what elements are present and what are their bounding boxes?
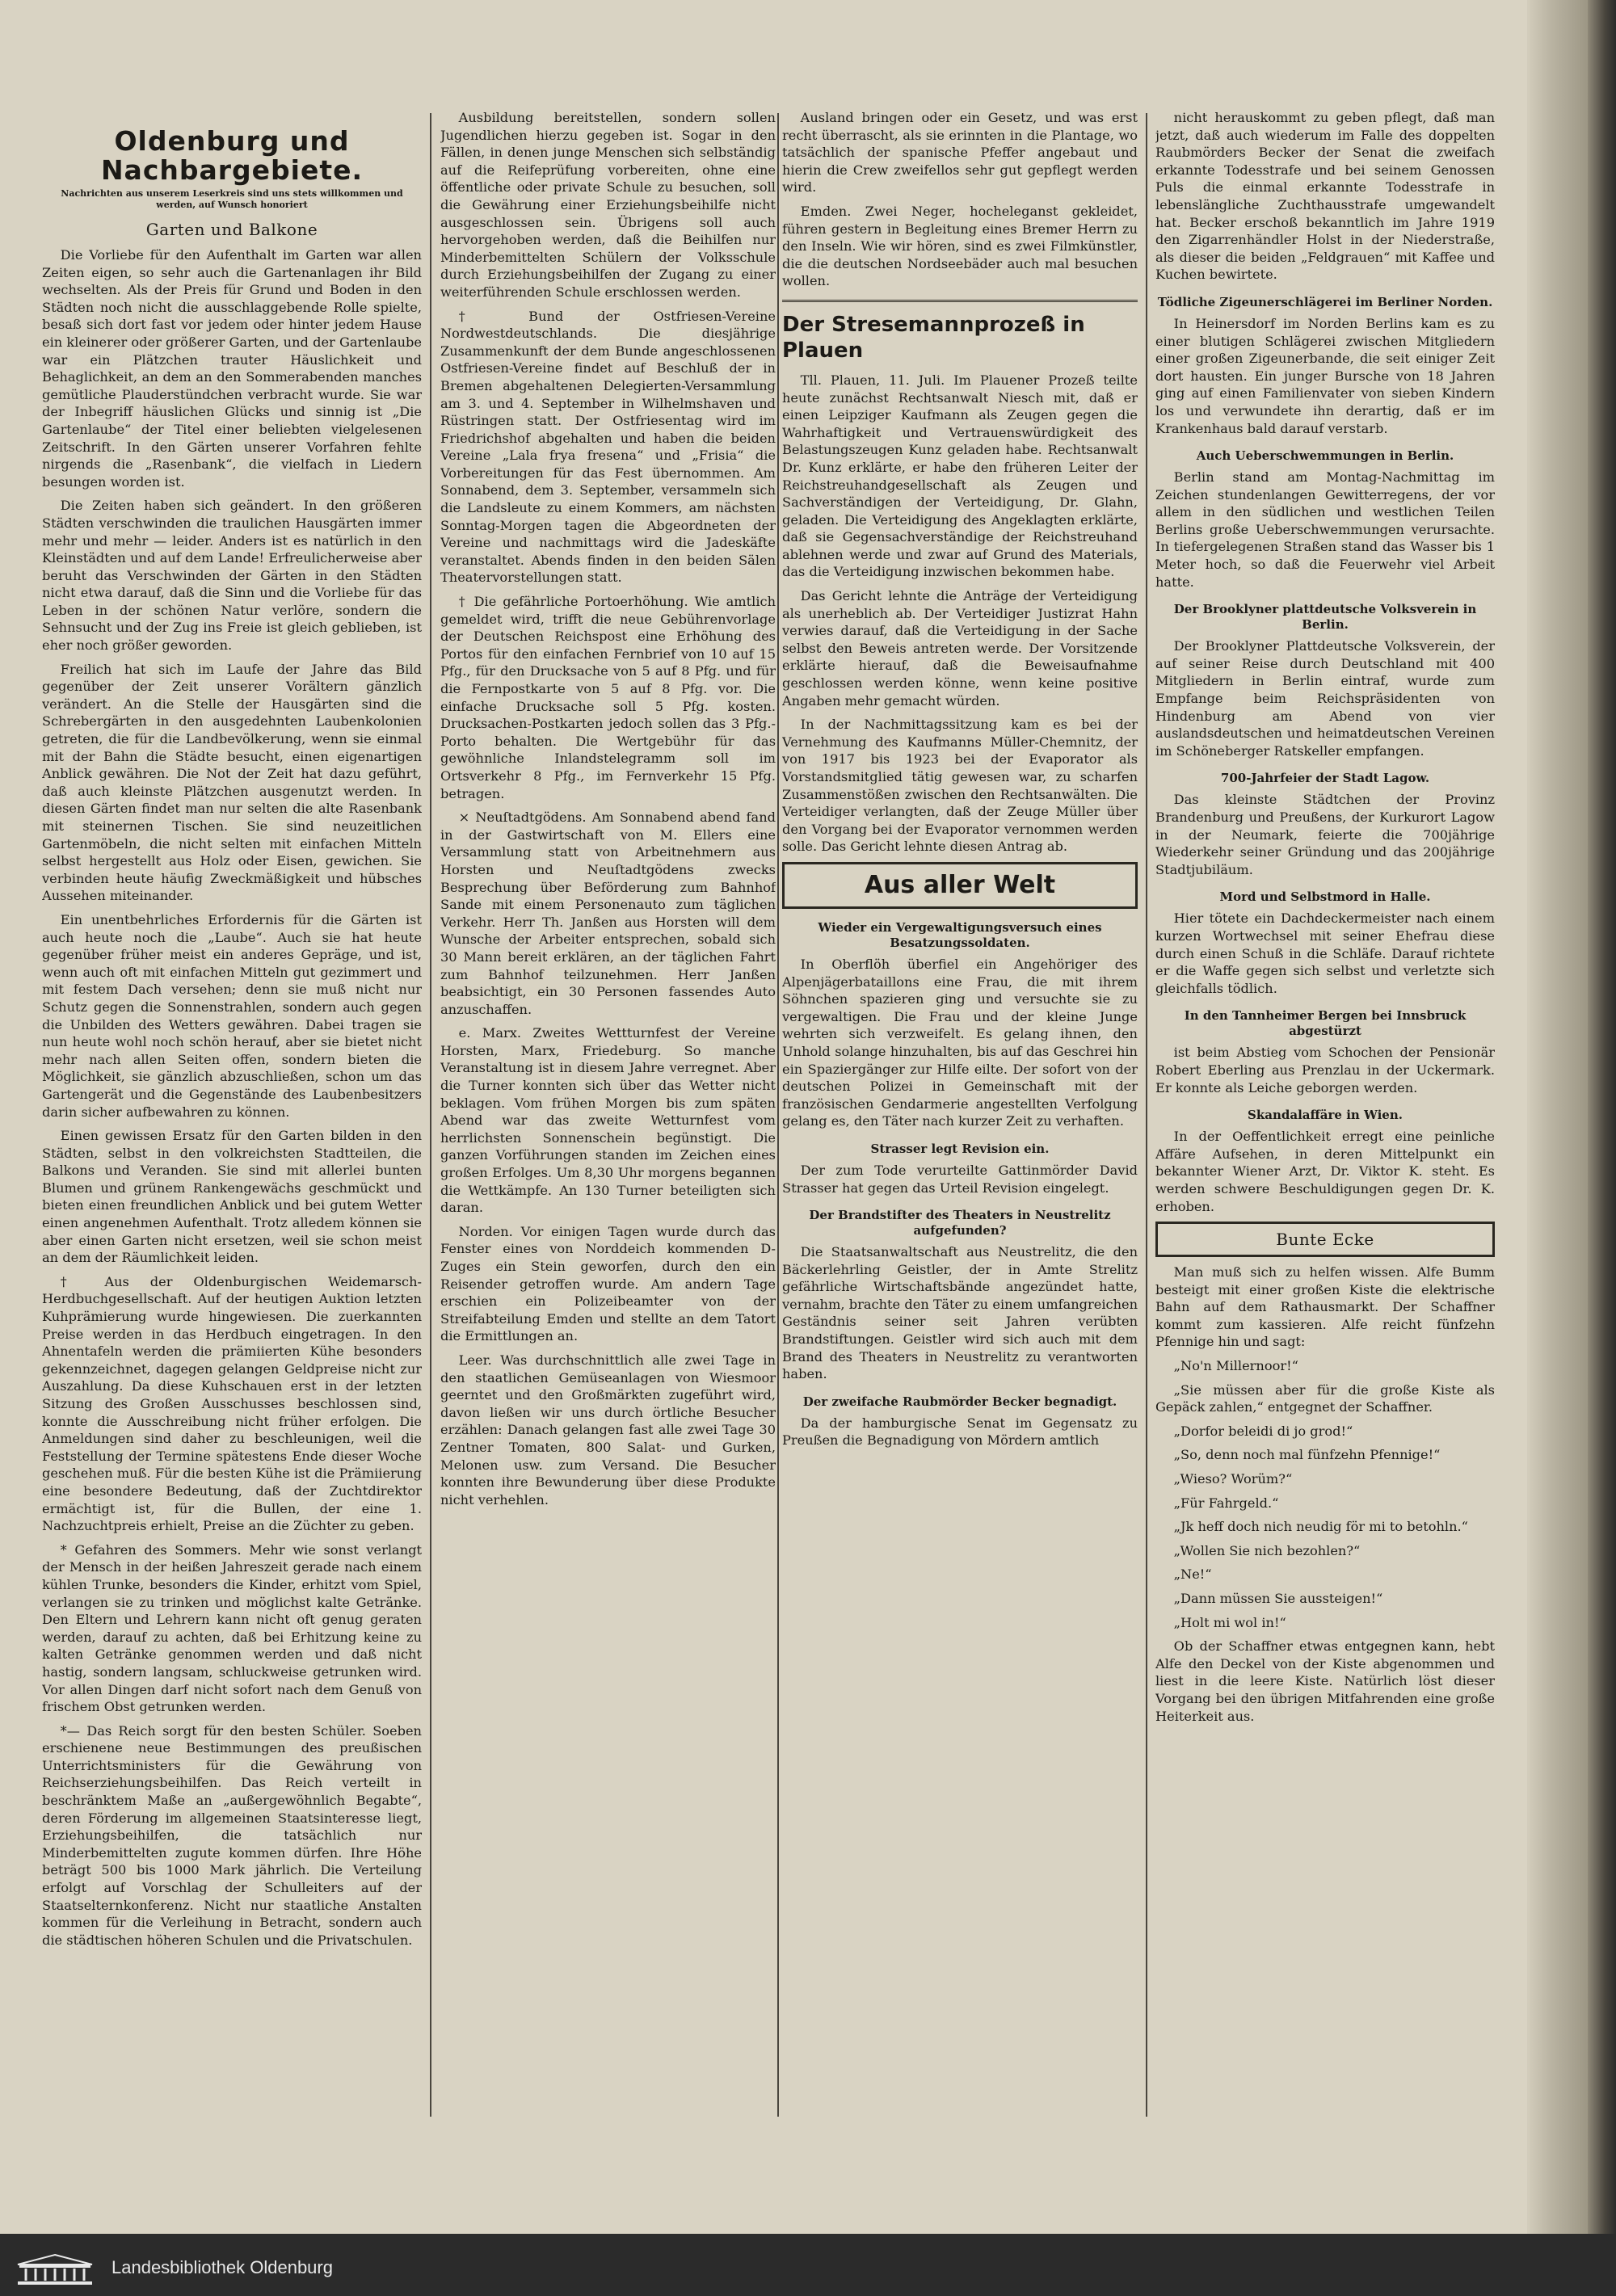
dialog-line: „Holt mi wol in!“ bbox=[1173, 1614, 1286, 1630]
dialog-line: „Wieso? Worüm?“ bbox=[1173, 1471, 1293, 1487]
dialog-line: „Dann müssen Sie aussteigen!“ bbox=[1173, 1591, 1383, 1606]
article-heading: 700-Jahrfeier der Stadt Lagow. bbox=[1220, 771, 1430, 786]
paragraph: Da der hamburgische Senat im Gegensatz zu Preußen die Begnadigung von Mördern amtlich bbox=[782, 1415, 1138, 1449]
dialog-line: „Für Fahrgeld.“ bbox=[1173, 1495, 1279, 1511]
paragraph: * Gefahren des Sommers. Mehr wie sonst verlangt der Mensch in der heißen Jahreszeit gerade nach einem kühlen Trunke, besonders die Kinder, erhitzt vom Spiel, verlangen sie zu trinken und möglichst kalte Getränke. Den Eltern und Lehrern kann nicht oft genug geraten werden, darauf zu achten, daß bei Erhitzung keine zu kalten Getränke genommen werden und daß nicht hastig, sondern langsam, schluckweise getrunken wird. Vor allen Dingen darf nicht sofort nach dem Genuß von frischem Obst getrunken werden. bbox=[42, 1541, 422, 1715]
page-edge-shading bbox=[1527, 0, 1588, 2234]
column-2 bbox=[440, 109, 776, 2145]
paragraph: Das Gericht lehnte die Anträge der Verteidigung als unerheblich ab. Der Verteidiger Justizrat Hahn verwies darauf, daß die Verteidigung in der Sache selbst den Beweis antreten werde. Der Vorsitzende erklärte hierauf, daß die Beweisaufnahme geschlossen werden könne, wenn keine positive Angaben mehr gemacht würden. bbox=[782, 588, 1138, 709]
paragraph: Hier tötete ein Dachdeckermeister nach einem kurzen Wortwechsel mit seiner Ehefrau diese durch einen Schuß in die Schläfe. Darauf richtete er die Waffe gegen sich selbst und verletzte sich gleichfalls tödlich. bbox=[1155, 910, 1495, 996]
paragraph: Emden. Zwei Neger, hocheleganst gekleidet, führen gestern in Begleitung eines Bremer Herrn zu den Inseln. Wie wir hören, sind es zwei Filmkünstler, die die deutschen Nordseebäder auch mal besuchen wollen. bbox=[782, 203, 1138, 289]
paragraph: Das kleinste Städtchen der Provinz Brandenburg und Preußens, der Kurkurort Lagow in der Neumark, feierte die 700jährige Wiederkehr seiner Gründung und das 200jährige Stadtjubiläum. bbox=[1155, 792, 1495, 877]
section-heading-aus-aller-welt: Aus aller Welt bbox=[864, 870, 1056, 899]
article-heading: Der Brandstifter des Theaters in Neustrelitz aufgefunden? bbox=[809, 1208, 1111, 1238]
paragraph: Norden. Vor einigen Tagen wurde durch das Fenster eines von Norddeich kommenden D-Zuges ein Stein geworfen, durch den ein Reisender getroffen wurde. Am andern Tage erschien ein Polizeibeamter von der Streifabteilung Emden und stellte an dem Tatort die Ermittlungen an. bbox=[440, 1223, 776, 1344]
paragraph: In der Nachmittagssitzung kam es bei der Vernehmung des Kaufmanns Müller-Chemnitz, der von 1917 bis 1923 bei der Evaporator als Vorstandsmitglied tätig gewesen war, zu scharfen Zusammenstößen zwischen den Rechtsanwälten. Die Verteidiger verlangten, daß der Zeuge Müller über den Vorgang bei der Evaporator vernommen werden solle. Das Gericht lehnte diesen Antrag ab. bbox=[782, 717, 1138, 855]
library-building-icon bbox=[15, 2253, 95, 2285]
dialog-line: „Jk heff doch nich neudig för mi to betohln.“ bbox=[1173, 1519, 1468, 1535]
article-heading: Skandalaffäre in Wien. bbox=[1248, 1108, 1403, 1123]
column-divider bbox=[1146, 113, 1147, 2117]
paragraph: † Aus der Oldenburgischen Weidemarsch-Herdbuchgesellschaft. Auf der heutigen Auktion letzten Kuhprämierung wurde hingewiesen. Die zuerkannten Preise werden in das Herdbuch eingetragen. In den Ahnentafeln werden die prämiierten Kühe besonders gekennzeichnet, dagegen gelangen Geldpreise nicht zur Auszahlung. Da diese Kuhschauen erst in der letzten Sitzung des Großen Ausschusses beschlossen sind, konnte die Ausschreibung nicht früher erfolgen. Die Anmeldungen sind daher zu beschleunigen, weil die Feststellung der Termine spätestens Ende dieser Woche geschehen muß. Für die besten Kühe ist die Prämiierung eine besondere Bedeutung, daß der Zuchtdirektor ermächtigt ist, für die Bullen, der eine 1. Nachzuchtpreis erhielt, Preise an die Züchter zu geben. bbox=[42, 1273, 422, 1534]
paragraph: Man muß sich zu helfen wissen. Alfe Bumm besteigt mit einer großen Kiste die elektrische Bahn auf dem Rathausmarkt. Der Schaffner kommt zum kassieren. Alfe reicht fünfzehn Pfennige hin und sagt: bbox=[1155, 1264, 1495, 1350]
paragraph: Freilich hat sich im Laufe der Jahre das Bild gegenüber der Zeit unserer Vorältern gänzlich verändert. An die Stelle der Hausgärten sind die Schrebergärten in den ausgedehnten Laubenkolonien getreten, die für die Landbevölkerung, wenn sie einmal mit der Bahn die Städte besucht, einen eigenartigen Anblick gewähren. Die Not der Zeit hat dazu geführt, daß auch kleinste Plätzchen ausgenutzt werden. In diesen Gärten findet man nur selten die alte Rasenbank mit steinernen Tischen. Sie sind neuzeitlichen Gartenmöbeln, die nicht selten mit einfachen Mitteln selbst hergestellt aus Holz oder Eisen, gewichen. Sie verbinden heute häufig Zweckmäßigkeit und hübsches Aussehen miteinander. bbox=[42, 661, 422, 904]
dialog-line: „Dorfor beleidi di jo grod!“ bbox=[1173, 1423, 1353, 1439]
paragraph: e. Marx. Zweites Wettturnfest der Vereine Horsten, Marx, Friedeburg. So manche Veranstaltung ist in diesem Jahre verregnet. Aber die Turner konnten sich über das Wetter nicht beklagen. Vom frühen Morgen bis zum späten Abend war das zweite Wetturnfest vom herrlichsten Sonnenschein begünstigt. Die ganzen Vorführungen standen im Zeichen eines großen Erfolges. Um 8,30 Uhr morgens begannen die Wettkämpfe. An 130 Turner beteiligten sich daran. bbox=[440, 1025, 776, 1216]
paragraph: Tll. Plauen, 11. Juli. Im Plauener Prozeß teilte heute zunächst Rechtsanwalt Niesch mit, daß er einen Leipziger Kaufmann als Zeugen gegen die Wahrhaftigkeit und Vertrauenswürdigkeit des Belastungszeugen Kunz geladen habe. Rechtsanwalt Dr. Kunz erklärte, er habe den früheren Leiter der Reichstreuhandgesellschaft als Zeugen und Sachverständigen der Verteidigung, Dr. Glahn, geladen. Die Verteidigung des Angeklagten erklärte, daß sie Gegensachverständige der Reichstreuhand ablehnen werde und zwar auf Grund des Materials, das die Verteidigung inzwischen bekommen habe. bbox=[782, 372, 1138, 580]
article-heading: Der Brooklyner plattdeutsche Volksverein in Berlin. bbox=[1173, 602, 1477, 633]
article-heading: Auch Ueberschwemmungen in Berlin. bbox=[1196, 448, 1454, 464]
paragraph: In Heinersdorf im Norden Berlins kam es zu einer blutigen Schlägerei zwischen Mitgliedern einer großen Zigeunerbande, die seit einiger Zeit dort hausten. Ein junger Bursche von 18 Jahren ging auf einen Familienvater von sieben Kindern los und verwundete ihn derartig, daß er im Krankenhaus bald darauf verstarb. bbox=[1155, 315, 1495, 436]
paragraph: Leer. Was durchschnittlich alle zwei Tage in den staatlichen Gemüseanlagen von Wiesmoor geerntet und den Großmärkten zugeführt wird, davon ließen wir uns durch örtliche Besucher erzählen: Danach gelangen fast alle zwei Tage 30 Zentner Tomaten, 800 Salat- und Gurken, Melonen usw. zum Versand. Die Besucher konnten ihre Bewunderung über diese Produkte nicht verhehlen. bbox=[440, 1352, 776, 1508]
article-heading-garden: Garten und Balkone bbox=[145, 220, 318, 239]
dialog-line: „Ne!“ bbox=[1173, 1566, 1212, 1583]
paragraph: Der Brooklyner Plattdeutsche Volksverein, der auf seiner Reise durch Deutschland mit 400 Mitgliedern in Berlin eintraf, wurde zum Empfange beim Reichspräsidenten von Hindenburg am Abend von vier auslandsdeutschen und heimatdeutschen Vereinen im Schöneberger Ratskeller empfangen. bbox=[1155, 638, 1495, 759]
article-heading-stresemann: Der Stresemannprozeß in Plauen bbox=[782, 312, 1085, 363]
paragraph: Ein unentbehrliches Erfordernis für die Gärten ist auch heute noch die „Laube“. Auch sie hat heute gegenüber früher meist ein anderes Gepräge, und ist, wenn auch oft mit einfachen Mitteln gut gezimmert und mit festem Dach versehen; denn sie muß nicht nur Schutz gegen die Sonnenstrahlen, sondern auch gegen die Unbilden des Wetters gewähren. Dabei tragen sie nun heute wohl noch schön herauf, aber sie bietet nicht mehr nach allen Seiten offen, sondern bieten die Möglichkeit, sie gänzlich abzuschließen, schon um das Gartengerät und die Gegenstände des Laubenbesitzers darin sicher aufbewahren zu können. bbox=[42, 911, 422, 1120]
library-name: Landesbibliothek Oldenburg bbox=[112, 2257, 333, 2277]
dialog-line: „Wollen Sie nich bezohlen?“ bbox=[1173, 1542, 1361, 1558]
column-3 bbox=[782, 109, 1138, 2145]
paragraph: In der Oeffentlichkeit erregt eine peinliche Affäre Aufsehen, in deren Mittelpunkt ein bekannter Wiener Arzt, Dr. Viktor K. steht. Es werden schwere Beschuldigungen gegen Dr. K. erhoben. bbox=[1155, 1129, 1495, 1214]
paragraph: × Neuſtadtgödens. Am Sonnabend abend fand in der Gastwirtschaft von M. Ellers eine Versammlung statt von Arbeitnehmern aus Horsten und Neuſtadtgödens zwecks Besprechung über Beförderung zum Bahnhof Sande mit einem Personenauto zum täglichen Verkehr. Herr Th. Janßen aus Horsten will dem Wunsche der Arbeiter entsprechen, sobald sich 30 Mann bereit erklären, an der täglichen Fahrt zum Bahnhof teilzunehmen. Herr Janßen beabsichtigt, ein 30 Personen fassendes Auto anzuschaffen. bbox=[440, 809, 776, 1017]
column-1 bbox=[42, 109, 422, 2145]
paragraph: *— Das Reich sorgt für den besten Schüler. Soeben erschienene neue Bestimmungen des preußischen Unterrichtsministers für die Gewährung von Reichserziehungsbeihilfen. Das Reich verteilt in beschränktem Maße an „außergewöhnlich Begabte“, deren Förderung im allgemeinen Staatsinteresse liegt, Erziehungsbeihilfen, die tatsächlich nur Minderbemittelten zugute kommen dürfen. Ihre Höhe beträgt 500 bis 1000 Mark jährlich. Die Verteilung erfolgt auf Vorschlag der Schulleiters auf der Staatselternkonferenz. Nicht nur staatliche Anstalten kommen für die Verleihung in Betracht, sondern auch die städtischen höheren Schulen und die Privatschulen. bbox=[42, 1722, 422, 1948]
paragraph: Ob der Schaffner etwas entgegnen kann, hebt Alfe den Deckel von der Kiste abgenommen und liest in die leere Kiste. Natürlich löst dieser Vorgang bei den übrigen Mitfahrenden eine große Heiterkeit aus. bbox=[1155, 1638, 1495, 1724]
column-4 bbox=[1155, 109, 1495, 2145]
paragraph: Ausbildung bereitstellen, sondern sollen Jugendlichen hierzu gegeben ist. Sogar in den Fällen, in denen junge Menschen sich selbständig auf die Reifeprüfung vorbereiten, ohne eine öffentliche oder private Schule zu besuchen, soll die Gewährung einer Erziehungsbeihilfe nicht ausgeschlossen sein. Übrigens soll auch hervorgehoben werden, daß die Beihilfen nur Minderbemittelten Schülern der Volksschule durch Erziehungsbeihilfen der Zugang zu einer weiterführenden Schule erschlossen werden. bbox=[440, 110, 776, 300]
article-heading: Der zweifache Raubmörder Becker begnadigt. bbox=[802, 1394, 1117, 1409]
column-divider bbox=[430, 113, 431, 2117]
article-heading: In den Tannheimer Bergen bei Innsbruck abgestürzt bbox=[1184, 1008, 1467, 1039]
paragraph: Die Zeiten haben sich geändert. In den größeren Städten verschwinden die traulichen Hausgärten immer mehr und mehr — leider. Anders ist es natürlich in den Kleinstädten und auf dem Lande! Erfreulicherweise aber beruht das Verschwinden der Gärten in den Städten nicht etwa darauf, daß die Sinn und die Vorliebe für das Leben in der schönen Natur verlöre, sondern die Sehnsucht und der Zug ins Freie ist gleich geblieben, ist eher noch größer geworden. bbox=[42, 498, 422, 654]
book-spine bbox=[1588, 0, 1616, 2234]
paragraph: In Oberflöh überfiel ein Angehöriger des Alpenjägerbataillons eine Frau, die mit ihrem Söhnchen spazieren ging und versuchte sie zu vergewaltigen. Die Frau und der kleine Junge wehrten sich verzweifelt. Es gelang ihnen, den Unhold solange hinzuhalten, bis auf das Geschrei hin ein Spaziergänger zur Hilfe eilte. Der sofort von der deutschen Polizei in Gemeinschaft mit der französischen Gendarmerie angestellten Verfolgung gelang es, den Täter nach kurzer Zeit zu verhaften. bbox=[782, 956, 1138, 1129]
article-heading: Mord und Selbstmord in Halle. bbox=[1219, 889, 1431, 905]
paragraph: Ausland bringen oder ein Gesetz, und was erst recht überrascht, als sie erinnten in die Plantage, wo tatsächlich der spanische Pfeffer angebaut und hierin die Crew zweifellos sehr gut gepflegt werden wird. bbox=[782, 110, 1138, 196]
paragraph: Der zum Tode verurteilte Gattinmörder David Strasser hat gegen das Urteil Revision eingelegt. bbox=[782, 1162, 1138, 1196]
paragraph: Berlin stand am Montag-Nachmittag im Zeichen stundenlangen Gewitterregens, der vor allem in den südlichen und westlichen Teilen Berlins große Ueberschwemmungen verursachte. In tiefergelegenen Straßen stand das Wasser bis 1 Meter hoch, so daß die Feuerwehr viel Arbeit hatte. bbox=[1155, 469, 1495, 590]
paragraph: † Bund der Ostfriesen-Vereine Nordwestdeutschlands. Die diesjährige Zusammenkunft der dem Bunde angeschlossenen Ostfriesen-Vereine findet auf Beschluß der in Bremen abgehaltenen Delegierten-Versammlung am 3. und 4. September in Wilhelmshaven und Rüstringen statt. Der Ostfriesentag wird im Friedrichshof abgehalten und haben die beiden Vereine „Lala frya fresena“ und „Frisia“ die Vorbereitungen für das Fest übernommen. Am Sonnabend, dem 3. September, versammeln sich die Landsleute zu einem Kommers, am nächsten Sonntag-Morgen tagen die Abgeordneten der Vereine und nachmittags wird die Jadeskäfte veranstaltet. Abends finden in den beiden Sälen Theatervorstellungen statt. bbox=[440, 308, 776, 586]
paragraph: † Die gefährliche Portoerhöhung. Wie amtlich gemeldet wird, trifft die neue Gebührenvorlage der Deutschen Reichspost eine Erhöhung des Portos für den einfachen Fernbrief von 10 auf 15 Pfg., für den Drucksache von 5 auf 8 Pfg. und für die Fernpostkarte von 5 auf 8 Pfg. vor. Die einfache Drucksache soll 5 Pfg. kosten. Drucksachen-Postkarten jedoch sollen das 3 Pfg.-Porto behalten. Die Wertgebühr für das gewöhnliche Inlandstelegramm soll im Ortsverkehr 8 Pfg., im Fernverkehr 15 Pfg. betragen. bbox=[440, 594, 776, 801]
dialog-line: „Sie müssen aber für die große Kiste als Gepäck zahlen,“ entgegnet der Schaffner. bbox=[1155, 1381, 1495, 1415]
masthead-subline: Nachrichten aus unserem Leserkreis sind uns stets willkommen und werden, auf Wunsch honoriert bbox=[61, 188, 403, 210]
paragraph: Die Vorliebe für den Aufenthalt im Garten war allen Zeiten eigen, so sehr auch die Gartenanlagen ihr Bild wechselten. Als der Preis für Grund und Boden in den Städten noch nicht die ausschlaggebende Rolle spielte, besaß sich dort fast vor jedem oder hinter jedem Hause ein kleinerer oder größerer Garten, und der Gartenlaube war ein Plätzchen trauter Häuslichkeit und Behaglichkeit, an dem an den Sommerabenden manches gemütliche Plauderstündchen verbracht wurde. Sie war der Inbegriff häuslichen Glücks und sinnig ist „Die Gartenlaube“ der Titel einer beliebten vielgelesenen Zeitschrift. In den Gärten unserer Vorfahren fehlte nirgends die „Rasenbank“, die vielfach in Liedern besungen worden ist. bbox=[42, 247, 422, 490]
article-heading: Strasser legt Revision ein. bbox=[870, 1141, 1050, 1156]
section-box bbox=[782, 862, 1138, 909]
section-box bbox=[1155, 1222, 1495, 1257]
section-masthead: Oldenburg und Nachbargebiete. bbox=[100, 125, 364, 186]
paragraph: Die Staatsanwaltschaft aus Neustrelitz, die den Bäckerlehrling Geistler, der in Amte Strelitz gefährliche Wirtschaftsbände angezündet hatte, vernahm, brachte den Täter zu einem umfangreichen Geständnis seiner seit Jahren verübten Brandstiftungen. Geistler wird sich auch mit dem Brand des Theaters in Neustrelitz zu verantworten haben. bbox=[782, 1244, 1138, 1382]
paragraph: Einen gewissen Ersatz für den Garten bilden in den Städten, selbst in den volkreichsten Stadtteilen, die Balkons und Veranden. Sie sind mit allerlei bunten Blumen und grünem Rankengewächs geschmückt und bieten einen freundlichen Anblick und bei gutem Wetter einen angenehmen Aufenthalt. Trotz alledem können sie aber einen Garten nicht ersetzen, weil sie schon meist an dem der Räumlichkeit leiden. bbox=[42, 1128, 422, 1266]
paragraph: ist beim Abstieg vom Schochen der Pensionär Robert Eberling aus Prenzlau in der Uckermark. Er konnte als Leiche geborgen werden. bbox=[1155, 1045, 1495, 1095]
footer-bar bbox=[0, 2242, 1616, 2296]
dialog-line: „So, denn noch mal fünfzehn Pfennige!“ bbox=[1173, 1447, 1441, 1463]
column-divider bbox=[777, 113, 779, 2117]
section-heading-bunte-ecke: Bunte Ecke bbox=[1276, 1230, 1374, 1250]
section-rule bbox=[782, 300, 1138, 302]
paragraph: nicht herauskommt zu geben pflegt, daß man jetzt, daß auch wiederum im Falle des doppelten Raubmörders Becker der Senat die zweifach erkannte Todesstrafe und bei seinem Genossen Puls die einmal erkannte Todesstrafe in lebenslängliche Zuchthausstrafe umgewandelt hat. Becker erschoß bekanntlich im Jahre 1919 den Zigarrenhändler Holst in der Niederstraße, als dieser die beiden „Feldgrauen“ mit Kaffee und Kuchen bewirtete. bbox=[1155, 110, 1495, 283]
dialog-line: „No'n Millernoor!“ bbox=[1173, 1358, 1298, 1374]
article-heading: Wieder ein Vergewaltigungsversuch eines Besatzungssoldaten. bbox=[818, 919, 1102, 950]
article-heading: Tödliche Zigeunerschlägerei im Berliner Norden. bbox=[1157, 294, 1493, 309]
